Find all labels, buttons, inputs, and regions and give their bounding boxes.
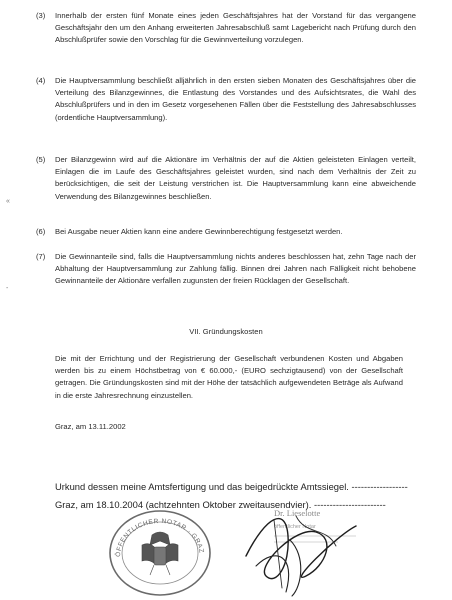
section-text: Die mit der Errichtung und der Registrierung der Gesellschaft verbundenen Kosten und Abgaben werden bis zu einem Höchstbetrag von € 60.000,- (EURO sechzigtausend) von der Gesellschaft getragen. Die Gründungskosten sind mit der Höhe der tatsächlich aufgewendeten Beträge als Aufwand in die erste Jahresrechnung einzustellen.: [55, 354, 403, 400]
paragraph-7: [36, 251, 416, 288]
paragraph-4: [36, 75, 416, 124]
paragraph-text: Innerhalb der ersten fünf Monate eines jeden Geschäftsjahres hat der Vorstand für das vergangene Geschäftsjahr den um den Anhang erweiterten Jahresabschluß samt Lagebericht nach Prüfung durch den Abschlußprüfer sowie den Vorschlag für die Gewinnverteilung vorzulegen.: [55, 11, 416, 45]
paragraph-5: [36, 154, 416, 203]
place-date: Graz, am 13.11.2002: [55, 422, 126, 431]
margin-mark: «: [6, 198, 10, 205]
certification-line-1: Urkund dessen meine Amtsfertigung und das beigedrückte Amtssiegel. ------------------: [55, 481, 408, 492]
paragraph-number: (7): [36, 252, 46, 261]
paragraph-6: [36, 226, 416, 238]
paragraph-text: Bei Ausgabe neuer Aktien kann eine andere Gewinnberechtigung festgesetzt werden.: [55, 227, 343, 236]
paragraph-number: (6): [36, 227, 46, 236]
paragraph-number: (3): [36, 11, 46, 20]
paragraph-number: (5): [36, 155, 46, 164]
paragraph-text: Der Bilanzgewinn wird auf die Aktionäre im Verhältnis der auf die Aktien geleisteten Einlagen verteilt, Einlagen die im Laufe des Geschäftsjahres geleistet wurden, sind nach dem Verhältnis der Zeit zu berücksichtigen, die seit der Leistung verstrichen ist. Die Hauptversammlung kann eine abweichende Verwendung des Bilanzgewinnes beschließen.: [55, 155, 416, 201]
paragraph-text: Die Gewinnanteile sind, falls die Hauptversammlung nichts anderes beschlossen hat, zehn Tage nach der Abhaltung der Hauptversammlung zur Zahlung fällig. Binnen drei Jahren nach Fälligkeit nicht behobene Gewinnanteile der Aktionäre verfallen zugunsten der freien Rücklagen der Gesellschaft.: [55, 252, 416, 286]
paragraph-3: [36, 10, 416, 47]
svg-text:öffentlicher Notar: öffentlicher Notar: [274, 524, 316, 530]
paragraph-text: Die Hauptversammlung beschließt alljährlich in den ersten sieben Monaten des Geschäftsjahres über die Verteilung des Bilanzgewinnes, die Entlastung des Vorstandes und des Aufsichtsrates, die Wahl des Abschlußprüfers und in den im Gesetz vorgesehenen Fällen über die Feststellung des Jahresabschlusses (ordentliche Hauptversammlung).: [55, 76, 416, 122]
official-seal-icon: [104, 505, 216, 597]
certification-line-2: Graz, am 18.10.2004 (achtzehnten Oktober zweitausendvier). -----------------------: [55, 499, 386, 510]
section-title: VII. Gründungskosten: [189, 327, 263, 336]
handwritten-signature-icon: [226, 496, 366, 600]
svg-text:ÖFFENTLICHER NOTAR · GRAZ: ÖFFENTLICHER NOTAR · GRAZ: [114, 517, 205, 558]
paragraph-number: (4): [36, 76, 46, 85]
svg-text:Dr. Lieselotte: Dr. Lieselotte: [274, 508, 321, 518]
margin-mark: -: [6, 285, 9, 292]
